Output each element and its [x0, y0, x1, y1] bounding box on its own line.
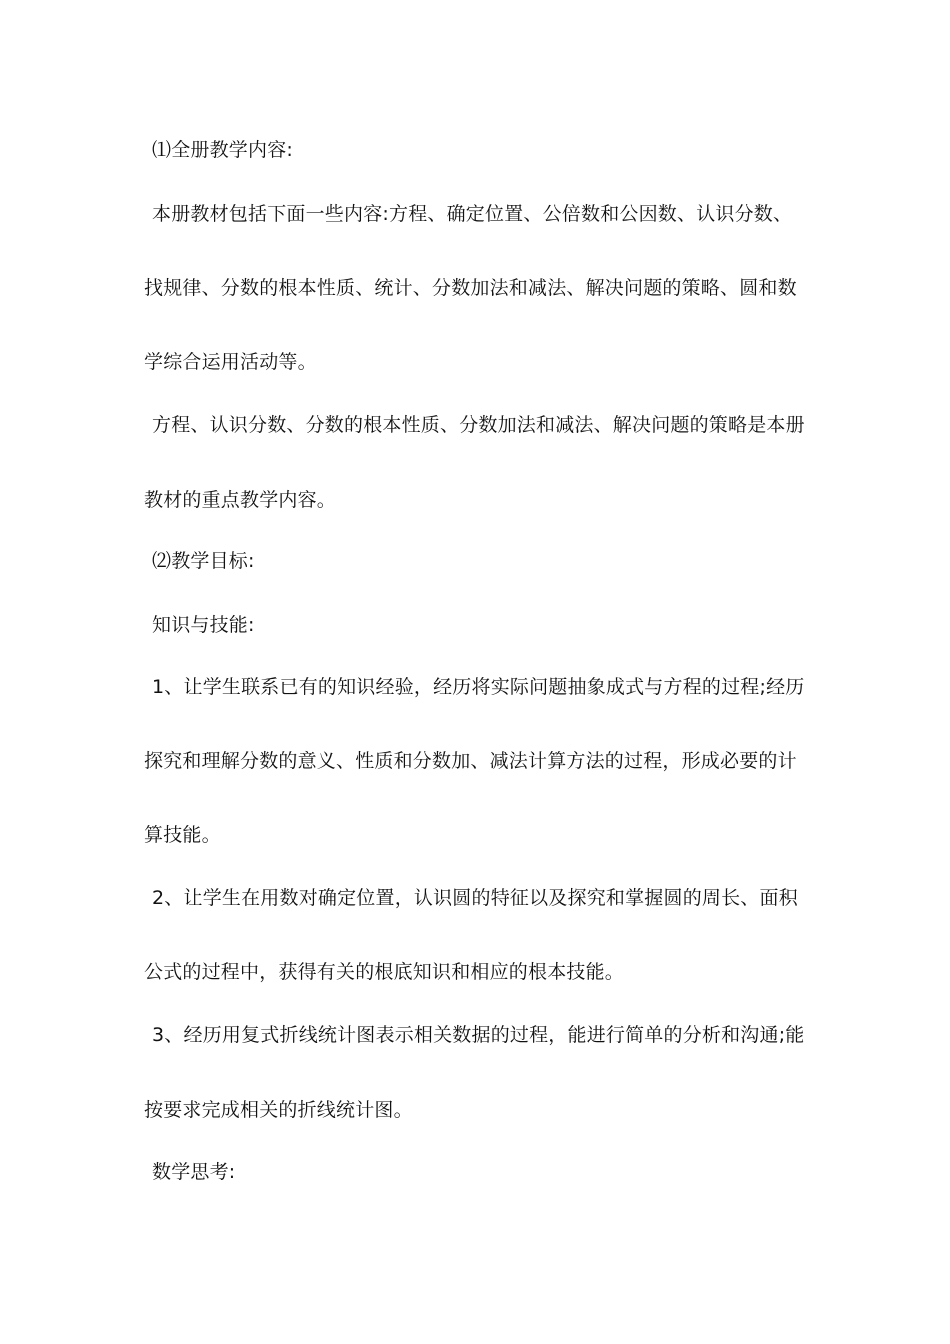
section-heading-content: ⑴全册教学内容:	[152, 139, 294, 161]
paragraph-line: 探究和理解分数的意义、性质和分数加、减法计算方法的过程，形成必要的计	[144, 750, 797, 772]
paragraph-line: 按要求完成相关的折线统计图。	[144, 1099, 413, 1121]
paragraph-line: 3、经历用复式折线统计图表示相关数据的过程，能进行简单的分析和沟通;能	[152, 1024, 805, 1046]
section-heading-goals: ⑵教学目标:	[152, 550, 255, 572]
paragraph-line: 方程、认识分数、分数的根本性质、分数加法和减法、解决问题的策略是本册	[152, 414, 805, 436]
paragraph-line: 找规律、分数的根本性质、统计、分数加法和减法、解决问题的策略、圆和数	[144, 277, 797, 299]
subheading-knowledge: 知识与技能:	[152, 614, 255, 636]
paragraph-line: 学综合运用活动等。	[144, 351, 317, 373]
paragraph-line: 算技能。	[144, 824, 221, 846]
paragraph-line: 公式的过程中，获得有关的根底知识和相应的根本技能。	[144, 961, 625, 983]
paragraph-line: 教材的重点教学内容。	[144, 489, 337, 511]
paragraph-line: 1、让学生联系已有的知识经验，经历将实际问题抽象成式与方程的过程;经历	[152, 676, 805, 698]
subheading-math-thinking: 数学思考:	[152, 1161, 236, 1183]
paragraph-line: 2、让学生在用数对确定位置，认识圆的特征以及探究和掌握圆的周长、面积	[152, 887, 798, 909]
paragraph-line: 本册教材包括下面一些内容:方程、确定位置、公倍数和公因数、认识分数、	[152, 203, 793, 225]
